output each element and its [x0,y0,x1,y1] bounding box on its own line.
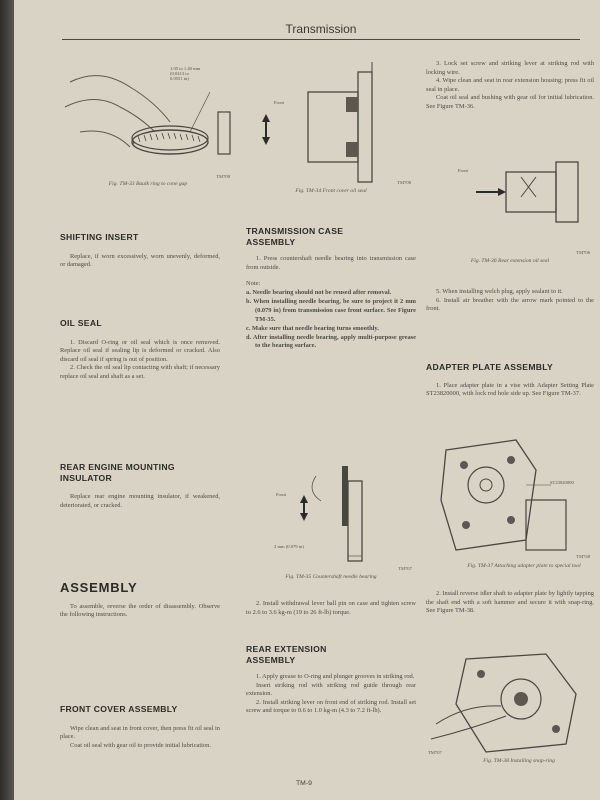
projection-dimension-label: 2 mm (0.079 in) [274,544,304,549]
paragraph: 2. Install striking lever on front end of striking rod. Install set screw and torque to 0.6 to 1.0 kg-m (4.3 to 7.2 ft-lb). [246,698,416,715]
section-adapter-plate [426,362,594,399]
section-reverse-idler [426,590,594,616]
manual-page [14,0,600,800]
section-heading: SHIFTING INSERT [60,232,139,242]
note-item: c. Make sure that needle bearing turns smoothly. [246,324,379,332]
book-spine [0,0,14,800]
figure-code: TM706 [576,250,590,255]
section-shifting-insert [60,232,220,270]
section-welch-plug [426,288,594,314]
figure-caption: Fig. TM-38 Installing snap-ring [483,758,555,764]
section-rear-extension [246,644,416,716]
figure-needle-bearing [246,456,416,592]
front-label: Front [458,168,468,173]
figure-code: TM708 [397,180,411,185]
figure-snap-ring [426,644,594,774]
paragraph: 4. Wipe clean and seat in rear extension housing; press fit oil seal in place. [426,77,594,93]
front-label: Front [276,492,286,497]
paragraph: 2. Install reverse idler shaft to adapter plate by lightly tapping the shaft end with a soft hammer and secure it with snap-ring. See Figure TM-38. [426,590,594,615]
page-header: Transmission [62,22,580,40]
figure-caption: Fig. TM-37 Attaching adapter plate to special tool [467,563,581,569]
paragraph: 6. Install air breather with the arrow mark pointed to the front. [426,296,594,313]
notes [246,280,416,351]
rear-extension-drawing [426,152,594,262]
note-item: b. When installing needle bearing, be sure to project it 2 mm (0.079 in) from transmission case front surface. See Figure TM-35. [246,298,416,323]
front-cover-drawing [246,52,416,187]
paragraph: To assemble, reverse the order of disassembly. Observe the following instructions. [60,602,220,619]
section-heading: REAR ENGINE MOUNTING INSULATOR [60,462,175,483]
paragraph: Wipe clean and seat in front cover, then press fit oil seal in place. [60,724,220,741]
note-item: d. After installing needle bearing, apply multi-purpose grease to the bearing surface. [246,333,416,350]
figure-caption: Fig. TM-34 Front cover oil seal [295,188,367,194]
paragraph: 5. When installing welch plug, apply sealant to it. [436,288,563,295]
front-label: Front [274,100,284,105]
paragraph: 2. Check the oil seal lip contacting with shaft; if necessary replace oil seal and shaft as a set. [60,364,220,380]
section-front-cover [60,704,220,750]
section-heading: ASSEMBLY [60,580,138,595]
figure-caption: Fig. TM-33 Baulk ring to cone gap [108,181,188,187]
paragraph: Replace rear engine mounting insulator, if weakened, deteriorated, or cracked. [60,493,220,509]
paragraph: 2. Install withdrawal lever ball pin on case and tighten screw to 2.6 to 3.6 kg-m (19 to 26 ft-lb) torque. [246,600,416,616]
paragraph: 1. Apply grease to O-ring and plunger grooves in striking rod. [256,673,415,680]
section-heading: OIL SEAL [60,318,102,328]
gap-dimension-label: 1.05 to 1.40 mm (0.0413 to 0.0551 in) [170,66,201,81]
section-heading: ADAPTER PLATE ASSEMBLY [426,362,554,372]
figure-front-cover-oil-seal [246,52,416,202]
section-heading: TRANSMISSION CASE ASSEMBLY [246,226,344,247]
figure-rear-extension-oil-seal [426,152,594,282]
snap-ring-drawing [426,644,594,756]
adapter-plate-drawing [426,430,594,562]
page-number: TM-9 [296,780,312,787]
section-heading: FRONT COVER ASSEMBLY [60,704,178,714]
section-oil-seal [60,318,220,381]
paragraph: Insert striking rod with striking rod guide through rear extension. [246,681,416,698]
paragraph: 3. Lock set screw and striking lever at striking rod with locking wire. [426,60,594,76]
section-withdrawal-lever [246,600,416,617]
paragraph: 1. Place adapter plate in a vise with Adapter Setting Plate ST23820000, with lock rod hole side up. See Figure TM-37. [426,381,594,398]
notes-label: Note: [246,280,261,288]
figure-code: TM748 [576,554,590,559]
paragraph: Coat oil seal and bushing with gear oil for initial lubrication. See Figure TM-36. [426,94,594,110]
section-heading: REAR EXTENSION ASSEMBLY [246,644,327,665]
section-assembly [60,580,220,620]
special-tool-label: ST23820000 [550,480,574,485]
note-item: a. Needle bearing should not be reused after removal. [246,289,392,297]
figure-caption: Fig. TM-35 Countershaft needle bearing [285,574,377,580]
paragraph: Replace, if worn excessively, worn unevenly, deformed, or damaged. [60,252,220,269]
figure-baulk-ring [60,52,236,192]
section-rear-extension-continued [426,60,594,112]
paragraph: 1. Press countershaft needle bearing into transmission case from outside. [246,255,416,271]
figure-adapter-plate [426,430,594,582]
figure-caption: Fig. TM-36 Rear extension oil seal [470,258,550,264]
section-mounting-insulator [60,462,220,510]
paragraph: 1. Discard O-ring or oil seal which is once removed. Replace oil seal if sealing lip is deformed or cracked. Also discard oil seal if spring is out of position. [60,338,220,363]
section-transmission-case [246,226,416,351]
paragraph: Coat oil seal with gear oil to provide initial lubrication. [70,741,211,749]
needle-bearing-drawing [246,456,416,576]
figure-code: TM707 [398,566,412,571]
figure-code: TM709 [216,174,230,179]
figure-code: TM707 [428,750,442,755]
